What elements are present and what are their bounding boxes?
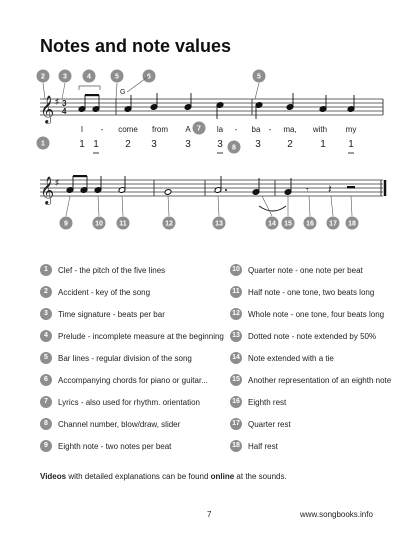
time-signature-bottom: 4 [62, 107, 67, 116]
callout-leader [66, 196, 70, 216]
legend-item [230, 286, 374, 298]
callout-leader [127, 73, 151, 92]
harmonica-number: 1 [320, 139, 326, 150]
callout-number: 1 [41, 140, 45, 148]
legend-item [230, 352, 334, 364]
harmonica-number: 1 [348, 139, 354, 150]
legend-number-badge: 3 [40, 308, 52, 320]
legend-item [40, 440, 171, 452]
staff-system-2 [40, 175, 385, 211]
callout-number: 2 [41, 73, 45, 81]
legend-item [230, 264, 363, 276]
lyric-syllable: - [234, 125, 238, 134]
footnote-mid: with detailed explanations can be found [66, 472, 211, 481]
augmentation-dot [225, 189, 227, 191]
legend-text: Note extended with a tie [248, 353, 334, 363]
footnote-videos: Videos [40, 472, 67, 481]
callout-leader [98, 196, 99, 216]
lyric-syllable: ma, [283, 125, 297, 134]
legend-item [230, 418, 291, 430]
half-rest [347, 186, 355, 189]
footnote-end: at the sounds. [234, 472, 287, 481]
quarter-rest: 𝄽 [328, 182, 332, 196]
treble-clef: 𝄞 [40, 96, 55, 123]
callout-number: 16 [306, 220, 314, 228]
callout-number: 7 [197, 125, 201, 133]
legend-number-badge: 17 [230, 418, 242, 430]
legend-item [40, 264, 165, 276]
callout-leader [255, 83, 259, 99]
treble-clef: 𝄞 [40, 177, 55, 204]
callout-leader [351, 196, 352, 216]
callout-leader [218, 196, 219, 216]
lyric-syllable: I [80, 125, 84, 134]
footnote-online: online [210, 472, 235, 481]
callout-number: 12 [165, 220, 173, 228]
legend-number-badge: 16 [230, 396, 242, 408]
page-number: 7 [207, 510, 212, 519]
legend-number-badge: 14 [230, 352, 242, 364]
legend-number-badge: 12 [230, 308, 242, 320]
half-note-head [164, 189, 172, 196]
sharp-accidental: ♯ [55, 178, 59, 187]
staff-system-1 [40, 89, 383, 153]
eighth-beam [73, 175, 87, 177]
legend-text: Clef - the pitch of the five lines [58, 265, 166, 275]
callout-leader [309, 196, 310, 216]
legend-item [40, 286, 150, 298]
legend-number-badge: 15 [230, 374, 242, 386]
legend-text: Quarter note - one note per beat [248, 265, 363, 275]
harmonica-number: 3 [185, 139, 191, 150]
legend-number-badge: 4 [40, 330, 52, 342]
legend-number-badge: 2 [40, 286, 52, 298]
legend-item [40, 418, 180, 430]
lyric-syllable: - [100, 125, 104, 134]
callout-leader [168, 196, 169, 216]
callout-leader [331, 196, 333, 216]
harmonica-number: 2 [287, 139, 293, 150]
callout-number: 18 [348, 220, 356, 228]
legend-text: Quarter rest [248, 419, 291, 429]
harmonica-number: 1 [93, 139, 99, 150]
lyric-syllable: A [185, 125, 191, 134]
prelude-bracket [79, 86, 100, 90]
legend-item [40, 330, 224, 342]
callout-number: 13 [215, 220, 223, 228]
legend-number-badge: 5 [40, 352, 52, 364]
eighth-rest: 𝄾 [306, 185, 309, 196]
callout-number: 11 [119, 220, 127, 228]
lyric-syllable: - [268, 125, 272, 134]
legend-item [230, 396, 286, 408]
lyric-syllable: la [216, 125, 224, 134]
legend-item [40, 308, 165, 320]
callout-leader [122, 196, 123, 216]
callout-number: 6 [147, 73, 151, 81]
legend-number-badge: 8 [40, 418, 52, 430]
callout-number: 9 [64, 220, 68, 228]
legend-text: Accompanying chords for piano or guitar... [58, 375, 208, 385]
legend-text: Lyrics - also used for rhythm. orientation [58, 397, 200, 407]
legend-item [230, 374, 391, 386]
legend-item [230, 308, 384, 320]
legend-item [230, 330, 376, 342]
lyric-syllable: come [118, 125, 138, 134]
callout-number: 5 [257, 73, 261, 81]
callout-leader [116, 83, 117, 99]
lyric-syllable: with [312, 125, 328, 134]
legend-text: Dotted note - note extended by 50% [248, 331, 377, 341]
callout-leader [62, 83, 65, 99]
callout-number: 15 [284, 220, 292, 228]
legend-text: Channel number, blow/draw, slider [58, 419, 181, 429]
harmonica-number: 2 [125, 139, 131, 150]
legend-number-badge: 6 [40, 374, 52, 386]
legend-text: Half rest [248, 441, 278, 451]
legend-text: Prelude - incomplete measure at the beginning [58, 331, 224, 341]
legend-item [40, 396, 200, 408]
lyric-syllable: my [345, 125, 357, 134]
callout-number: 5 [115, 73, 119, 81]
tie [259, 206, 286, 211]
legend-number-badge: 7 [40, 396, 52, 408]
legend-text: Accident - key of the song [58, 287, 151, 297]
harmonica-number: 1 [79, 139, 85, 150]
legend-text: Bar lines - regular division of the song [58, 353, 192, 363]
legend-text: Eighth rest [248, 397, 287, 407]
legend-number-badge: 9 [40, 440, 52, 452]
legend-item [40, 374, 208, 386]
callout-number: 10 [95, 220, 103, 228]
legend-number-badge: 18 [230, 440, 242, 452]
harmonica-number: 3 [255, 139, 261, 150]
footnote [40, 472, 287, 481]
legend-number-badge: 1 [40, 264, 52, 276]
music-score [0, 0, 416, 260]
time-signature-top: 3 [62, 99, 67, 108]
callout-leader [262, 196, 272, 216]
callout-number: 4 [87, 73, 91, 81]
page-title: Notes and note values [40, 36, 232, 56]
harmonica-number: 3 [151, 139, 157, 150]
chord-symbol: G [120, 89, 126, 96]
callout-number: 8 [232, 144, 236, 152]
lyric-syllable: ba [251, 125, 261, 134]
legend-text: Whole note - one tone, four beats long [248, 309, 385, 319]
lyric-syllable: from [152, 125, 168, 134]
eighth-beam [85, 94, 99, 96]
website-link[interactable]: www.songbooks.info [300, 510, 373, 519]
callout-markers [37, 70, 359, 230]
callout-number: 3 [63, 73, 67, 81]
callout-number: 14 [268, 220, 276, 228]
legend-item [40, 352, 192, 364]
legend-item [230, 440, 278, 452]
callout-number: 17 [329, 220, 337, 228]
legend-text: Another representation of an eighth note [248, 375, 392, 385]
sharp-accidental: ♯ [55, 97, 59, 106]
legend-text: Time signature - beats per bar [58, 309, 165, 319]
legend-number-badge: 11 [230, 286, 242, 298]
legend-text: Half note - one tone, two beats long [248, 287, 375, 297]
legend-number-badge: 10 [230, 264, 242, 276]
legend-number-badge: 13 [230, 330, 242, 342]
harmonica-number: 3 [217, 139, 223, 150]
legend-text: Eighth note - two notes per beat [58, 441, 172, 451]
